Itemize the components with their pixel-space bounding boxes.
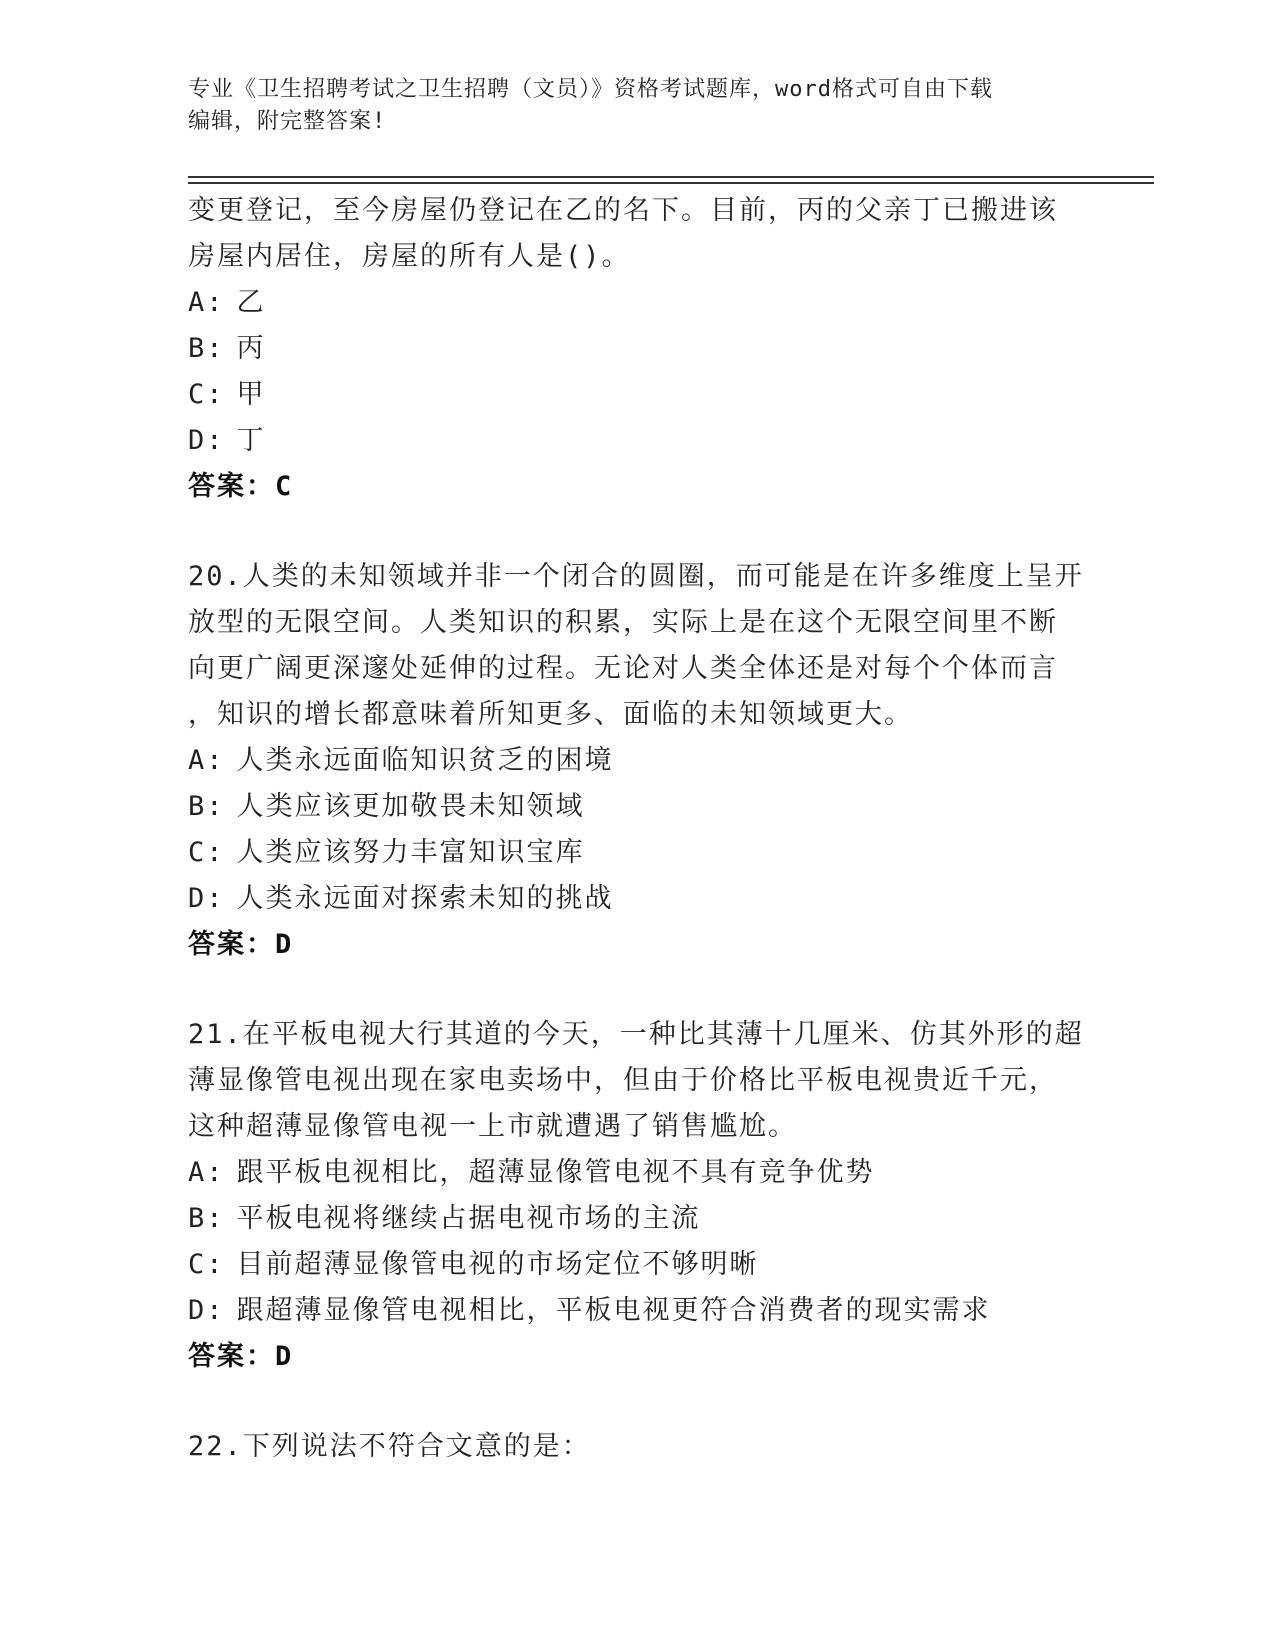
option-a bbox=[188, 738, 1088, 784]
option-b bbox=[188, 784, 1088, 830]
option-d bbox=[188, 876, 1088, 922]
answer-label: 答案：C bbox=[188, 471, 294, 502]
option-b bbox=[188, 1196, 1088, 1242]
question-stem-line: 21.在平板电视大行其道的今天，一种比其薄十几厘米、仿其外形的超 bbox=[188, 1019, 1084, 1050]
option-d bbox=[188, 1288, 1088, 1334]
header-divider-bottom bbox=[188, 182, 1154, 184]
option-text: 平板电视将继续占据电视市场的主流 bbox=[236, 1203, 701, 1234]
option-key: A: bbox=[188, 1157, 225, 1188]
answer-label: 答案：D bbox=[188, 1341, 294, 1372]
option-text: 跟平板电视相比，超薄显像管电视不具有竞争优势 bbox=[236, 1157, 875, 1188]
question-spacer bbox=[188, 1380, 1088, 1424]
question-20 bbox=[188, 554, 1088, 968]
option-text: 人类永远面临知识贫乏的困境 bbox=[236, 745, 614, 776]
option-text: 丁 bbox=[236, 425, 266, 456]
question-stem-line: 20.人类的未知领域并非一个闭合的圆圈，而可能是在许多维度上呈开 bbox=[188, 561, 1084, 592]
question-22 bbox=[188, 1424, 1088, 1470]
option-key: C: bbox=[188, 837, 225, 868]
header-line-1: 专业《卫生招聘考试之卫生招聘（文员）》资格考试题库，word格式可自由下载 bbox=[188, 77, 993, 102]
question-stem-line: ，知识的增长都意味着所知更多、面临的未知领域更大。 bbox=[188, 699, 913, 730]
option-text: 丙 bbox=[236, 333, 266, 364]
option-key: D: bbox=[188, 1295, 225, 1326]
question-stem-line: 22.下列说法不符合文意的是： bbox=[188, 1431, 591, 1462]
page-header bbox=[188, 74, 1068, 138]
option-key: C: bbox=[188, 379, 225, 410]
question-stem-line: 放型的无限空间。人类知识的积累，实际上是在这个无限空间里不断 bbox=[188, 607, 1058, 638]
question-stem-line: 变更登记，至今房屋仍登记在乙的名下。目前，丙的父亲丁已搬进该 bbox=[188, 195, 1058, 226]
option-text: 跟超薄显像管电视相比，平板电视更符合消费者的现实需求 bbox=[236, 1295, 991, 1326]
question-19 bbox=[188, 188, 1088, 510]
option-key: B: bbox=[188, 791, 225, 822]
option-text: 甲 bbox=[236, 379, 266, 410]
option-text: 目前超薄显像管电视的市场定位不够明晰 bbox=[236, 1249, 759, 1280]
header-divider-top bbox=[188, 176, 1154, 178]
question-stem-line: 薄显像管电视出现在家电卖场中，但由于价格比平板电视贵近千元， bbox=[188, 1065, 1058, 1096]
option-c bbox=[188, 372, 1088, 418]
header-line-2: 编辑，附完整答案! bbox=[188, 109, 387, 134]
option-text: 人类永远面对探索未知的挑战 bbox=[236, 883, 614, 914]
option-c bbox=[188, 830, 1088, 876]
option-d bbox=[188, 418, 1088, 464]
option-b bbox=[188, 326, 1088, 372]
option-a bbox=[188, 1150, 1088, 1196]
question-stem-line: 房屋内居住，房屋的所有人是()。 bbox=[188, 241, 631, 272]
option-key: D: bbox=[188, 425, 225, 456]
option-key: A: bbox=[188, 745, 225, 776]
question-content bbox=[188, 188, 1088, 1470]
option-text: 人类应该努力丰富知识宝库 bbox=[236, 837, 585, 868]
question-stem-line: 这种超薄显像管电视一上市就遭遇了销售尴尬。 bbox=[188, 1111, 797, 1142]
option-key: A: bbox=[188, 287, 225, 318]
answer-label: 答案：D bbox=[188, 929, 294, 960]
option-key: B: bbox=[188, 1203, 225, 1234]
question-21 bbox=[188, 1012, 1088, 1380]
option-a bbox=[188, 280, 1088, 326]
question-stem-line: 向更广阔更深邃处延伸的过程。无论对人类全体还是对每个个体而言 bbox=[188, 653, 1058, 684]
question-spacer bbox=[188, 510, 1088, 554]
option-text: 乙 bbox=[236, 287, 266, 318]
option-text: 人类应该更加敬畏未知领域 bbox=[236, 791, 585, 822]
option-c bbox=[188, 1242, 1088, 1288]
option-key: D: bbox=[188, 883, 225, 914]
option-key: C: bbox=[188, 1249, 225, 1280]
option-key: B: bbox=[188, 333, 225, 364]
question-spacer bbox=[188, 968, 1088, 1012]
